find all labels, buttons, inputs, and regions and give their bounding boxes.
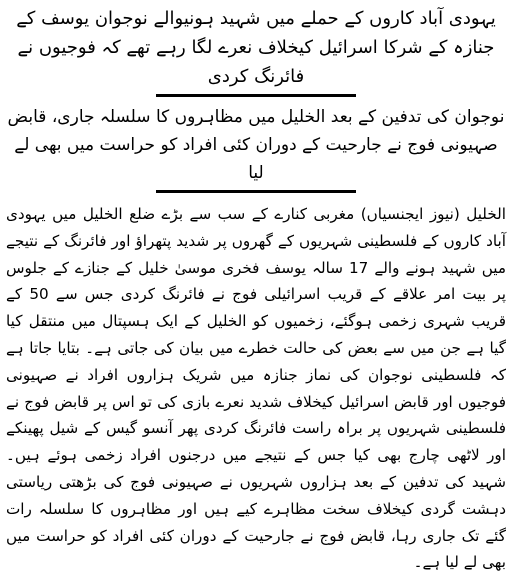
headline: یہودی آباد کاروں کے حملے میں شہید ہونیوالے نوجوان یوسف کے جنازہ کے شرکا اسرائیل کیخلاف نعرے لگا رہے تھے کہ فوجیوں نے فائرنگ کردی	[16, 8, 496, 87]
subheadline-divider	[156, 190, 356, 193]
news-article	[6, 0, 506, 572]
subheadline: نوجوان کی تدفین کے بعد الخلیل میں مظاہروں کا سلسلہ جاری، قابض صہیونی فوج نے جارحیت کے دوران کئی افراد کو حراست میں بھی لے لیا	[7, 107, 505, 183]
article-body: الخلیل (نیوز ایجنسیاں) مغربی کنارے کے سب سے بڑے ضلع الخلیل میں یہودی آباد کاروں کے فلسطینی شہریوں کے گھروں پر شدید پتھراؤ اور فائرنگ کے نتیجے میں شہید ہونے والے 17 سالہ یوسف فخری موسیٰ خلیل کے جنازے کے جلوس پر بیت امر علاقے کے قریب اسرائیلی فوج نے فائرنگ کردی جس سے 50 کے قریب شہری زخمی ہوگئے، زخمیوں کو الخلیل کے ایک ہسپتال میں منتقل کیا گیا ہے جن میں سے بعض کی حالت خطرے میں بیان کی جاتی ہے۔ بتایا جاتا ہے کہ فلسطینی نوجوان کی نماز جنازہ میں شریک ہزاروں افراد نے صہیونی فوجیوں اور قابض اسرائیل کیخلاف شدید نعرے بازی کی تو اس پر قابض فوج نے فلسطینی شہریوں پر براہ راست فائرنگ کردی پھر آنسو گیس کے شیل پھینکے اور لاٹھی چارج بھی کیا جس کے نتیجے میں درجنوں افراد زخمی ہوئے ہیں۔ شہید کی تدفین کے بعد ہزاروں شہریوں نے صہیونی فوج کی بڑھتی ریاستی دہشت گردی کیخلاف سخت مظاہرے کیے ہیں اور مظاہروں کا سلسلہ رات گئے تک جاری رہا، قابض فوج نے جارحیت کے دوران کئی افراد کو حراست میں بھی لے لیا ہے۔	[6, 205, 506, 572]
headline-divider	[156, 94, 356, 97]
